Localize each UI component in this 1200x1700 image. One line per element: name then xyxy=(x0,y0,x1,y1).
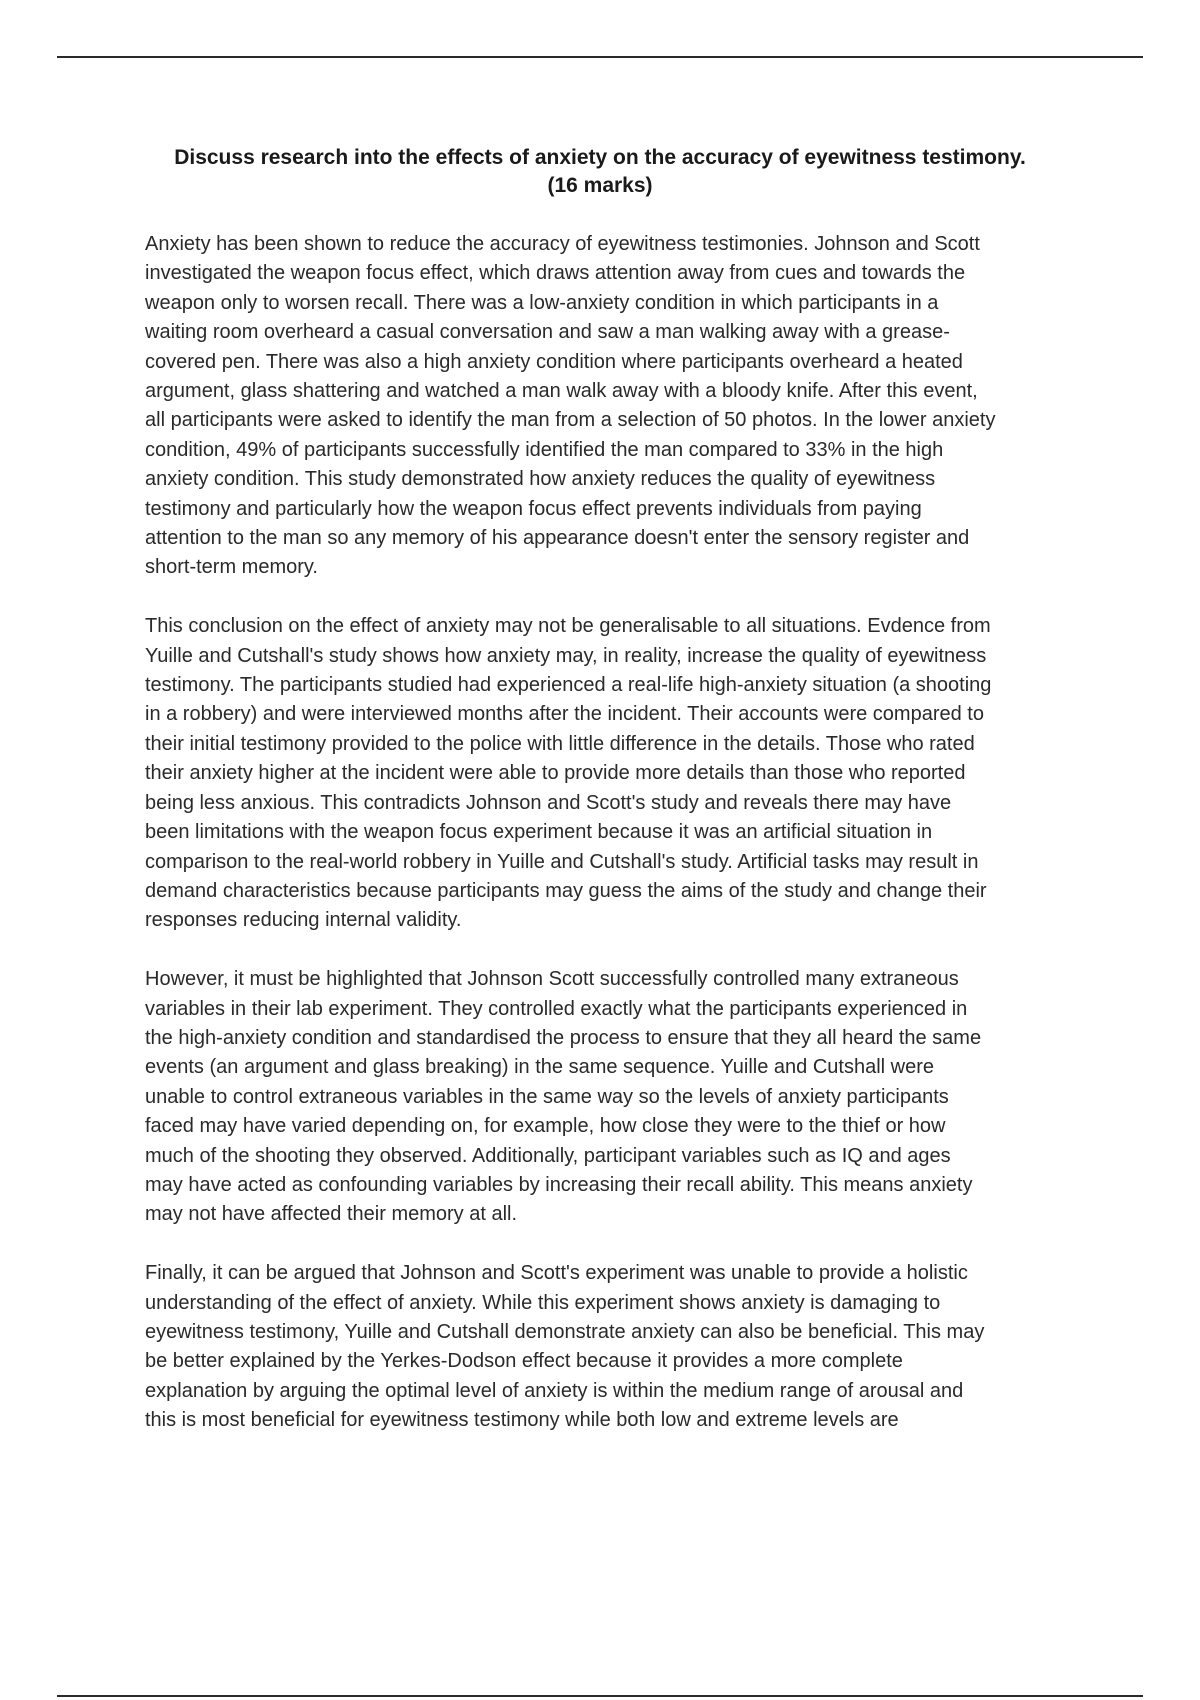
paragraph-line: anxiety condition. This study demonstrated how anxiety reduces the quality of eyewitness xyxy=(145,468,936,491)
paragraph-line: faced may have varied depending on, for example, how close they were to the thief or how xyxy=(145,1115,946,1138)
title-line-1: Discuss research into the effects of anxiety on the accuracy of eyewitness testimony. xyxy=(174,146,1026,169)
paragraph-line: explanation by arguing the optimal level of anxiety is within the medium range of arousal and xyxy=(145,1379,964,1402)
paragraph-line: Finally, it can be argued that Johnson and Scott's experiment was unable to provide a holistic xyxy=(145,1262,968,1285)
paragraph-line: been limitations with the weapon focus experiment because it was an artificial situation in xyxy=(145,821,933,844)
paragraph-line: attention to the man so any memory of his appearance doesn't enter the sensory register and xyxy=(145,527,970,550)
paragraph-line: condition, 49% of participants successfully identified the man compared to 33% in the high xyxy=(145,438,944,461)
paragraph-line: events (an argument and glass breaking) in the same sequence. Yuille and Cutshall were xyxy=(145,1056,934,1079)
paragraph-line: variables in their lab experiment. They controlled exactly what the participants experienced in xyxy=(145,997,968,1020)
paragraph-line: responses reducing internal validity. xyxy=(145,909,462,932)
paragraph-line: their initial testimony provided to the police with little difference in the details. Those who rated xyxy=(145,732,975,755)
paragraph-line: However, it must be highlighted that Johnson Scott successfully controlled many extraneous xyxy=(145,968,959,991)
essay-paragraph-3 xyxy=(145,965,1095,1230)
paragraph-line: testimony and particularly how the weapon focus effect prevents individuals from paying xyxy=(145,497,922,520)
essay-paragraph-1 xyxy=(145,230,1095,583)
paragraph-line: argument, glass shattering and watched a man walk away with a bloody knife. After this event, xyxy=(145,380,978,403)
paragraph-line: Anxiety has been shown to reduce the accuracy of eyewitness testimonies. Johnson and Scott xyxy=(145,233,980,255)
paragraph-line: being less anxious. This contradicts Johnson and Scott's study and reveals there may have xyxy=(145,791,952,814)
paragraph-line: This conclusion on the effect of anxiety may not be generalisable to all situations. Evdence from xyxy=(145,615,991,638)
page-title xyxy=(100,144,1100,200)
paragraph-line: may have acted as confounding variables by increasing their recall ability. This means anxiety xyxy=(145,1173,973,1196)
paragraph-line: comparison to the real-world robbery in Yuille and Cutshall's study. Artificial tasks may result in xyxy=(145,850,979,873)
paragraph-line: eyewitness testimony, Yuille and Cutshall demonstrate anxiety can also be beneficial. This may xyxy=(145,1320,985,1343)
title-line-2: (16 marks) xyxy=(547,174,653,197)
paragraph-line: short-term memory. xyxy=(145,556,318,579)
paragraph-line: weapon only to worsen recall. There was a low-anxiety condition in which participants in a xyxy=(145,291,939,314)
paragraph-line: their anxiety higher at the incident were able to provide more details than those who reported xyxy=(145,762,966,785)
paragraph-line: the high-anxiety condition and standardised the process to ensure that they all heard the same xyxy=(145,1026,982,1049)
essay-paragraph-4 xyxy=(145,1259,1095,1435)
top-divider xyxy=(57,56,1143,58)
paragraph-line: understanding of the effect of anxiety. While this experiment shows anxiety is damaging to xyxy=(145,1291,941,1314)
paragraph-line: covered pen. There was also a high anxiety condition where participants overheard a heated xyxy=(145,350,963,373)
paragraph-line: in a robbery) and were interviewed months after the incident. Their accounts were compared to xyxy=(145,703,984,726)
bottom-divider xyxy=(57,1695,1143,1697)
essay-paragraph-2 xyxy=(145,612,1095,935)
paragraph-line: demand characteristics because participants may guess the aims of the study and change their xyxy=(145,879,987,902)
essay-body xyxy=(145,230,1095,1465)
paragraph-line: all participants were asked to identify the man from a selection of 50 photos. In the lower anxiety xyxy=(145,409,996,432)
paragraph-line: be better explained by the Yerkes-Dodson effect because it provides a more complete xyxy=(145,1350,903,1373)
paragraph-line: this is most beneficial for eyewitness testimony while both low and extreme levels are xyxy=(145,1409,899,1432)
paragraph-line: investigated the weapon focus effect, which draws attention away from cues and towards the xyxy=(145,262,966,285)
paragraph-line: much of the shooting they observed. Additionally, participant variables such as IQ and ages xyxy=(145,1144,951,1167)
paragraph-line: Yuille and Cutshall's study shows how anxiety may, in reality, increase the quality of eyewitness xyxy=(145,644,987,667)
paragraph-line: waiting room overheard a casual conversation and saw a man walking away with a grease- xyxy=(145,321,950,344)
paragraph-line: testimony. The participants studied had experienced a real-life high-anxiety situation (a shooting xyxy=(145,674,992,697)
paragraph-line: may not have affected their memory at all. xyxy=(145,1203,518,1226)
paragraph-line: unable to control extraneous variables in the same way so the levels of anxiety participants xyxy=(145,1085,949,1108)
